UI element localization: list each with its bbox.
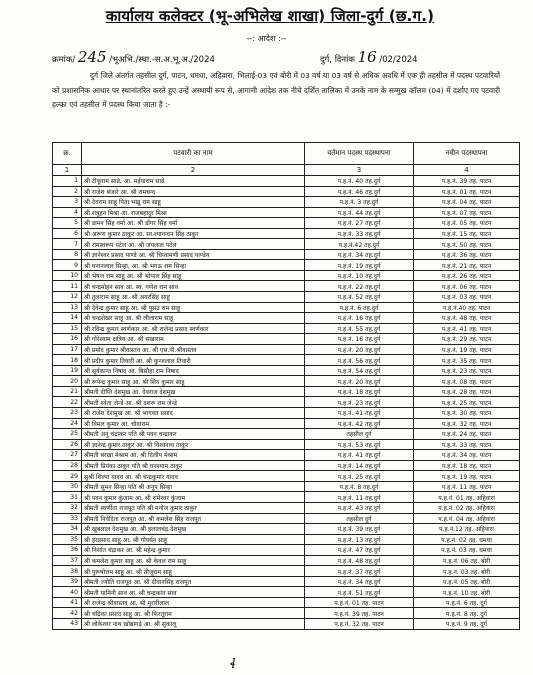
cell-new-posting: प.ह.नं. 02 तह. धमधा [414, 534, 520, 545]
table-row [53, 471, 520, 482]
table-row [53, 576, 520, 587]
cell-current-posting: प.ह.नं. 43 तह.दुर्ग [305, 502, 414, 513]
table-row [53, 323, 520, 334]
table-row [53, 228, 520, 239]
cell-name: श्री भेषज राम साहू आ. श्री भोपाल सिंह साहू [82, 270, 305, 281]
cell-serial: 9 [53, 260, 82, 271]
cell-current-posting: प.ह.नं. 8 तह.दुर्ग [305, 481, 414, 492]
table-row [53, 249, 520, 260]
table-row [53, 176, 520, 187]
cell-current-posting: प.ह.नं. 33 तह.दुर्ग [305, 228, 414, 239]
colnum-1: 1 [53, 165, 82, 176]
cell-new-posting: प.ह.नं. 04 तह. अहिवारा [414, 513, 520, 524]
cell-name: श्रीमती यामिनी साव आ. श्री चन्द्रकांत साव [82, 587, 305, 598]
cell-current-posting: प.ह.नं. 34 तह.दुर्ग [305, 576, 414, 587]
cell-new-posting: प.ह.नं.12 तह. अहिवारा [414, 524, 520, 535]
cell-new-posting: प.ह.नं. 19 तह. पाटन [414, 471, 520, 482]
table-row [53, 608, 520, 619]
cell-current-posting: प.ह.नं. 42 तह.दुर्ग [305, 418, 414, 429]
colnum-2: 2 [82, 165, 305, 176]
cell-new-posting: प.ह.नं. 05 तह. बोरी [414, 576, 520, 587]
cell-new-posting: प.ह.नं. 35 तह. पाटन [414, 355, 520, 366]
cell-name: श्री ज्ञानेश्वर प्रसाद पाण्डे आ. श्री चिन्तामणी प्रसाद पाण्डेय [82, 249, 305, 260]
colnum-3: 3 [305, 165, 414, 176]
table-row [53, 281, 520, 292]
cell-new-posting: प.ह.नं. 36 तह. पाटन [414, 249, 520, 260]
cell-new-posting: प.ह.नं. 28 तह. पाटन [414, 386, 520, 397]
cell-current-posting: प.ह.नं. 32 तह. पाटन [305, 618, 414, 629]
cell-serial: 39 [53, 576, 82, 587]
cell-new-posting: प.ह.नं. 07 तह. पाटन [414, 207, 520, 218]
cell-new-posting: प.ह.नं. 50 तह. पाटन [414, 239, 520, 250]
cell-name: श्री लोकेश्वर नाथ खोब्रागढ़े आ. श्री सुकालू [82, 618, 305, 629]
header-current-posting: वर्तमान पदस्थ पदस्थापना [305, 143, 414, 165]
cell-current-posting: तहसील दुर्ग [305, 429, 414, 440]
cell-name: श्री राजेन्द्र श्रीवास्तव आ. श्री मुरारीलाल [82, 597, 305, 608]
cell-new-posting: प.ह.नं. 11 तह. पाटन [414, 481, 520, 492]
cell-serial: 32 [53, 502, 82, 513]
table-row [53, 502, 520, 513]
cell-new-posting: प.ह.नं. 06 तह. पाटन [414, 281, 520, 292]
cell-current-posting: प.ह.नं. 46 तह.दुर्ग [305, 186, 414, 197]
cell-new-posting: प.ह.नं. 18 तह. पाटन [414, 460, 520, 471]
cell-serial: 16 [53, 334, 82, 345]
cell-name: श्री निशांत चंद्राकर आ. श्री महेन्द्र कुमार [82, 545, 305, 556]
table-row [53, 418, 520, 429]
cell-current-posting: प.ह.नं. 6 तह.दुर्ग [305, 302, 414, 313]
cell-serial: 28 [53, 460, 82, 471]
cell-serial: 10 [53, 270, 82, 281]
signature-mark: ɬ [230, 657, 236, 672]
table-row [53, 450, 520, 461]
order-date [320, 48, 418, 66]
cell-serial: 41 [53, 597, 82, 608]
cell-current-posting: प.ह.नं. 20 तह.दुर्ग [305, 344, 414, 355]
header-serial: क्र. [53, 143, 82, 165]
cell-current-posting: प.ह.नं. 01 तह. पाटन [305, 597, 414, 608]
cell-new-posting: प.ह.नं. 03 तह. पाटन [414, 292, 520, 303]
cell-name: सुश्री शिल्पा यादव आ. श्री चन्द्रकुमार यादव [82, 471, 305, 482]
table-row [53, 460, 520, 471]
table-row [53, 555, 520, 566]
cell-current-posting: तहसील दुर्ग [305, 513, 414, 524]
order-label: --: आदेश :-- [246, 34, 287, 43]
table-row [53, 492, 520, 503]
cell-new-posting: प.ह.नं. 23 तह. पाटन [414, 365, 520, 376]
cell-new-posting: प.ह.नं. 19 तह. पाटन [414, 344, 520, 355]
cell-new-posting: प.ह.नं. 39 तह. पाटन [414, 176, 520, 187]
cell-current-posting: प.ह.नं. 16 तह.दुर्ग [305, 313, 414, 324]
cell-name: श्री प्रदीप कुमार तिवारी आ. श्री कुन्जलाल तिवारी [82, 355, 305, 366]
cell-name: श्री पवन कुमार कुंजाम आ. श्री रामेश्वर कुंजाम [82, 492, 305, 503]
cell-name: श्री खुबलाल देशमुख आ. श्री हलालचंद्र देशमुख [82, 524, 305, 535]
table-row [53, 545, 520, 556]
table-row [53, 186, 520, 197]
cell-name: श्री घनानलाल सिन्हा, आ. श्री भगऊ राम सिन्हा [82, 260, 305, 271]
cell-serial: 18 [53, 355, 82, 366]
table-row [53, 618, 520, 629]
cell-name: श्री चंद्रिका प्रसाद साहू आ. श्री फिरतूराम [82, 608, 305, 619]
cell-serial: 6 [53, 228, 82, 239]
cell-current-posting: प.ह.नं. 47 तह.दुर्ग [305, 545, 414, 556]
cell-serial: 29 [53, 471, 82, 482]
order-paragraph-text: दुर्ग जिले अंतर्गत तहसील दुर्ग, पाटन, धमधा, अहिवारा, भिलाई-03 एवं बोरी में 03 वर्ष या 03 वर्ष से अधिक अवधि में एक ही तहसील में पदस्थ पटवारियों को प्रशासनिक आधार पर स्थानांतरित करते हुए उन्हें अस्थायी रूप से, आगामी आदेश तक नीचे दर्शित तालिका में उनके नाम के सम्मुख कॉलम (04) में दर्शाए गए पटवारी हल्का एवं तहसील में पदस्थ किया जाता है :- [52, 71, 500, 109]
cell-serial: 3 [53, 197, 82, 208]
cell-name: श्री सूर्यकान्त निषाद आ. बिसौहा राम निषाद [82, 365, 305, 376]
cell-new-posting: प.ह.नं. 33 तह. पाटन [414, 439, 520, 450]
cell-name: श्री पुरूषोत्तम साहू आ. श्री तीजूराम साहू [82, 566, 305, 577]
cell-serial: 36 [53, 545, 82, 556]
header-name: पटवारी का नाम [82, 143, 305, 165]
order-paragraph [52, 69, 500, 113]
cell-name: श्री रामस्वरूप पटेल आ. श्री जयलाल पटेल [82, 239, 305, 250]
cell-current-posting: प.ह.नं. 3 तह.दुर्ग [305, 197, 414, 208]
cell-current-posting: प.ह.नं. 20 तह.दुर्ग [305, 376, 414, 387]
cell-serial: 12 [53, 292, 82, 303]
cell-serial: 1 [53, 176, 82, 187]
cell-current-posting: प.ह.नं. 40 तह.दुर्ग [305, 176, 414, 187]
cell-serial: 37 [53, 555, 82, 566]
cell-name: श्री राजेश बंजारे आ. श्री रामचन्द [82, 186, 305, 197]
cell-current-posting: प.ह.नं. 51 तह.दुर्ग [305, 587, 414, 598]
cell-serial: 7 [53, 239, 82, 250]
transfer-table [52, 142, 520, 630]
table-row [53, 386, 520, 397]
cell-serial: 14 [53, 313, 82, 324]
cell-serial: 24 [53, 418, 82, 429]
cell-serial: 27 [53, 450, 82, 461]
cell-new-posting: प.ह.नं. 05 तह. पाटन [414, 218, 520, 229]
table-row [53, 534, 520, 545]
table-row [53, 397, 520, 408]
cell-name: श्रीमती ज्योति राजपूत आ. श्री दीवानसिंह राजपूत [82, 576, 305, 587]
cell-name: श्री देवराम साहू पिता भखू राम साहू [82, 197, 305, 208]
cell-name: श्री रविन्द्र कुमार स्वर्णकार आ. श्री राजेन्द्र प्रसाद स्वर्णकार [82, 323, 305, 334]
cell-current-posting: प.ह.नं. 55 तह.दुर्ग [305, 323, 414, 334]
cell-current-posting: प.ह.नं. 41 तह.दुर्ग [305, 450, 414, 461]
table-row [53, 270, 520, 281]
cell-new-posting: प.ह.नं. 29 तह. पाटन [414, 334, 520, 345]
cell-name: श्री अरूण कुमार ठाकुर आ. स्व.श्यानन्दन सिंह ठाकुर [82, 228, 305, 239]
order-number [52, 48, 215, 66]
cell-new-posting: प.ह.नं. 02 तह. अहिवारा [414, 502, 520, 513]
cell-name: श्री तुलाराम साहू आ. श्री अगरसिंह साहू [82, 292, 305, 303]
cell-name: श्रीमती अनु चंद्राकर पति श्री पवन चन्द्राकर [82, 429, 305, 440]
cell-new-posting: प.ह.नं. 01 तह. पाटन [414, 186, 520, 197]
cell-serial: 13 [53, 302, 82, 313]
cell-serial: 25 [53, 429, 82, 440]
cell-new-posting: प.ह.नं. 30 तह. पाटन [414, 408, 520, 419]
cell-current-posting: प.ह.नं. 18 तह.दुर्ग [305, 386, 414, 397]
table-row [53, 481, 520, 492]
table-row [53, 239, 520, 250]
cell-name: श्रीमती सुमन सिन्हा पति श्री अनूप सिन्हा [82, 481, 305, 492]
table-row [53, 302, 520, 313]
cell-new-posting: प.ह.नं. 34 तह. पाटन [414, 450, 520, 461]
cell-name: श्री डामन सिंह वर्मा आ. श्री डोंगर सिंह वर्मा [82, 218, 305, 229]
cell-serial: 19 [53, 365, 82, 376]
cell-new-posting: प.ह.नं. 26 तह. पाटन [414, 270, 520, 281]
cell-serial: 11 [53, 281, 82, 292]
cell-new-posting: प.ह.नं. 03 तह. बोरी [414, 566, 520, 577]
cell-current-posting: प.ह.नं. 14 तह.दुर्ग [305, 460, 414, 471]
cell-new-posting: प.ह.नं. 24 तह. पाटन [414, 429, 520, 440]
table-row [53, 207, 520, 218]
table-row [53, 566, 520, 577]
cell-name: श्रीमती स्वर्णीता राजपूत पति श्री मनोज कुमार ठाकुर [82, 502, 305, 513]
cell-new-posting: प.ह.नं. 06 तह. बोरी [414, 555, 520, 566]
cell-current-posting: प.ह.नं. 10 तह.दुर्ग [305, 270, 414, 281]
cell-new-posting: प.ह.नं. 21 तह. पाटन [414, 260, 520, 271]
table-row [53, 439, 520, 450]
table-row [53, 197, 520, 208]
cell-current-posting: प.ह.नं. 16 तह.दुर्ग [305, 334, 414, 345]
cell-new-posting: प.ह.नं. 15 तह. पाटन [414, 228, 520, 239]
table-row [53, 513, 520, 524]
cell-serial: 23 [53, 408, 82, 419]
cell-name: श्रीमती निवेदिता राजपूत आ. श्री कमलेश सिंह राजपूत [82, 513, 305, 524]
cell-current-posting: प.ह.नं. 13 तह.दुर्ग [305, 534, 414, 545]
cell-serial: 2 [53, 186, 82, 197]
cell-serial: 8 [53, 249, 82, 260]
cell-new-posting: प.ह.नं. 32 तह. पाटन [414, 418, 520, 429]
cell-serial: 35 [53, 534, 82, 545]
cell-current-posting: प.ह.नं. 25 तह.दुर्ग [305, 471, 414, 482]
cell-serial: 33 [53, 513, 82, 524]
table-row [53, 376, 520, 387]
cell-serial: 5 [53, 218, 82, 229]
cell-name: श्री गोरेश्याम क्षत्रिय आ. श्री सखाराम [82, 334, 305, 345]
table-row [53, 355, 520, 366]
cell-name: श्री शत्रुहन मिश्रा आ. राजबहादुर मिश्रा [82, 207, 305, 218]
cell-current-posting: प.ह.नं. 22 तह.दुर्ग [305, 281, 414, 292]
cell-name: श्री रूपेन्द्र कुमार साहू आ. श्री शिव कुमार साहू [82, 376, 305, 387]
cell-name: श्री राजेश देशमुख आ. श्री भागवत प्रसाद [82, 408, 305, 419]
cell-new-posting: प.ह.नं. 9 तह. दुर्ग [414, 618, 520, 629]
cell-name: श्रीमती श्वेता जेन्डे आ. श्री दशरू राम जेन्डे [82, 397, 305, 408]
cell-serial: 15 [53, 323, 82, 334]
cell-current-posting: प.ह.नं. 44 तह.दुर्ग [305, 207, 414, 218]
cell-serial: 42 [53, 608, 82, 619]
cell-current-posting: प.ह.नं. 39 तह.दुर्ग [305, 524, 414, 535]
cell-new-posting: प.ह.नं. 48 तह. पाटन [414, 313, 520, 324]
table-colnum-row [53, 165, 520, 176]
cell-current-posting: प.ह.नं. 41 तह.दुर्ग [305, 408, 414, 419]
cell-current-posting: प.ह.नं. 19 तह.दुर्ग [305, 260, 414, 271]
date-day-handwritten: 16 [357, 48, 377, 66]
cell-name: श्री ज्ञानेन्द्र कुमार ठाकुर आ. श्री विश्वनाथ ठाकुर [82, 439, 305, 450]
date-prefix: दुर्ग, दिनांक [320, 55, 355, 65]
order-number-prefix: क्रमांक/ [52, 55, 76, 65]
cell-current-posting: प.ह.नं. 23 तह.दुर्ग [305, 397, 414, 408]
cell-current-posting: प.ह.नं. 11 तह.दुर्ग [305, 492, 414, 503]
cell-new-posting: प.ह.नं. 6 तह. दुर्ग [414, 597, 520, 608]
cell-new-posting: प.ह.नं.40 तह. पाटन [414, 302, 520, 313]
cell-current-posting: प.ह.नं. 27 तह.दुर्ग [305, 218, 414, 229]
cell-new-posting: प.ह.नं. 10 तह. बोरी [414, 587, 520, 598]
cell-current-posting: प.ह.नं. 53 तह.दुर्ग [305, 439, 414, 450]
order-number-suffix: /भूअभि./स्था.-स.अ.भू.अ./2024 [109, 55, 215, 65]
cell-name: श्री कमलेश कुमार साहू आ. श्री केवल राम साहू [82, 555, 305, 566]
table-row [53, 429, 520, 440]
cell-serial: 20 [53, 376, 82, 387]
cell-name: श्री चन्द्रमोहन साव आ. स्व. गणेश राम साव [82, 281, 305, 292]
table-row [53, 313, 520, 324]
table-row [53, 292, 520, 303]
table-row [53, 260, 520, 271]
cell-current-posting: प.ह.नं. 37 तह.दुर्ग [305, 566, 414, 577]
cell-serial: 30 [53, 481, 82, 492]
cell-serial: 4 [53, 207, 82, 218]
cell-current-posting: प.ह.नं.42 तह.दुर्ग [305, 239, 414, 250]
cell-name: श्री चन्द्रशेखर साहू आ. श्री लीलाराम साहू [82, 313, 305, 324]
table-row [53, 218, 520, 229]
cell-current-posting: प.ह.नं. 48 तह.दुर्ग [305, 555, 414, 566]
cell-name: श्रीमती बरखा मेश्राम आ. श्री दिलीप मेश्राम [82, 450, 305, 461]
cell-name: श्री प्रमोद कुमार श्रीवास्तव आ. श्री एस.पी.श्रीवास्तव [82, 344, 305, 355]
colnum-4: 4 [414, 165, 520, 176]
office-title: कार्यालय कलेक्टर (भू-अभिलेख शाखा) जिला-दुर्ग (छ.ग.) [105, 7, 435, 25]
cell-name: श्री टीकूराम साव्रे, आ. मईयाराम साव्रे [82, 176, 305, 187]
cell-serial: 22 [53, 397, 82, 408]
table-row [53, 344, 520, 355]
cell-new-posting: प.ह.नं. 41 तह. पाटन [414, 323, 520, 334]
cell-current-posting: प.ह.नं. 34 तह.दुर्ग [305, 249, 414, 260]
cell-new-posting: प.ह.नं. 01 तह. अहिवारा [414, 492, 520, 503]
order-number-handwritten: 245 [77, 48, 107, 66]
table-row [53, 587, 520, 598]
cell-current-posting: प.ह.नं. 39 तह. पाटन [305, 608, 414, 619]
cell-serial: 40 [53, 587, 82, 598]
table-row [53, 597, 520, 608]
cell-name: श्रीमती दीप्ति देशमुख आ. देवराज देशमुख [82, 386, 305, 397]
cell-name: श्रीमती प्रियंका ठाकुर पति श्री घनश्याम ठाकुर [82, 460, 305, 471]
cell-name: श्री विमल कुमार आ. चोवाराम [82, 418, 305, 429]
cell-serial: 17 [53, 344, 82, 355]
cell-serial: 38 [53, 566, 82, 577]
cell-new-posting: प.ह.नं. 04 तह. पाटन [414, 197, 520, 208]
header-new-posting: नवीन पदस्थापना [414, 143, 520, 165]
cell-serial: 21 [53, 386, 82, 397]
table-row [53, 408, 520, 419]
cell-new-posting: प.ह.नं. 08 तह. पाटन [414, 376, 520, 387]
cell-serial: 31 [53, 492, 82, 503]
cell-new-posting: प.ह.नं. 03 तह. धमधा [414, 545, 520, 556]
cell-serial: 43 [53, 618, 82, 629]
table-row [53, 334, 520, 345]
cell-new-posting: प.ह.नं. 25 तह. पाटन [414, 397, 520, 408]
cell-serial: 34 [53, 524, 82, 535]
date-rest: /02/2024 [379, 55, 418, 65]
cell-name: श्री देवेन्द्र कुमार साहू आ. श्री पुसउ राम साहू [82, 302, 305, 313]
cell-name: श्री हरप्रसाद साहू आ. श्री गोवर्धन साहू [82, 534, 305, 545]
cell-current-posting: प.ह.नं. 52 तह.दुर्ग [305, 292, 414, 303]
table-row [53, 524, 520, 535]
cell-serial: 26 [53, 439, 82, 450]
cell-new-posting: प.ह.नं. 8 तह. दुर्ग [414, 608, 520, 619]
cell-current-posting: प.ह.नं. 54 तह.दुर्ग [305, 365, 414, 376]
cell-current-posting: प.ह.नं. 56 तह.दुर्ग [305, 355, 414, 366]
table-header-row [53, 143, 520, 165]
table-row [53, 365, 520, 376]
